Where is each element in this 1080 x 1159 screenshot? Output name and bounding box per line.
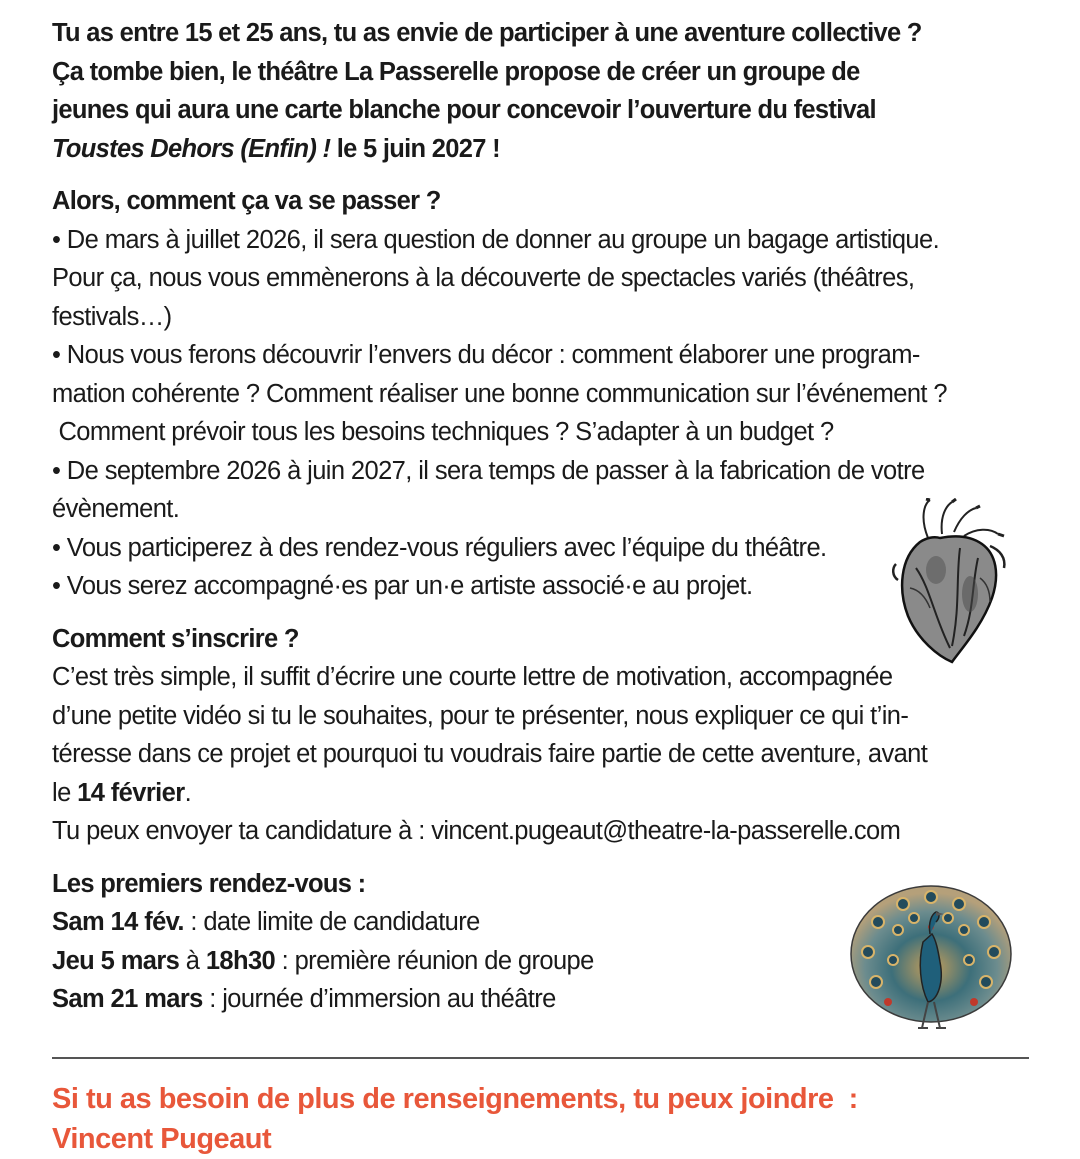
schedule-connector: à [179, 946, 206, 975]
process-line: évènement. [52, 495, 180, 523]
schedule-date: Sam 21 mars [52, 985, 203, 1013]
contact-block [52, 1079, 1037, 1159]
process-line: • Vous serez accompagné·es par un·e artiste associé·e au projet. [52, 572, 753, 600]
schedule-text: : date limite de candidature [183, 908, 480, 936]
signup-line: téresse dans ce projet et pourquoi tu voudrais faire partie de cette aventure, avant [52, 740, 928, 768]
signup-line: C’est très simple, il suffit d’écrire une courte lettre de motivation, accompagnée [52, 663, 893, 691]
anatomical-heart-icon [890, 498, 1010, 664]
process-line: Pour ça, nous vous emmènerons à la découverte de spectacles variés (théâtres, [52, 264, 915, 292]
signup-paragraph [52, 658, 1037, 851]
schedule-time: 18h30 [205, 946, 276, 975]
schedule-text: : journée d’immersion au théâtre [202, 985, 556, 1013]
send-prefix: Tu peux envoyer ta candidature à : [52, 817, 432, 845]
contact-line: Si tu as besoin de plus de renseignements, tu peux joindre : [52, 1083, 858, 1115]
festival-name: Toustes Dehors (Enfin) ! [52, 134, 331, 163]
intro-line: jeunes qui aura une carte blanche pour concevoir l’ouverture du festival [52, 96, 876, 124]
peacock-icon [848, 882, 1014, 1038]
signup-line: d’une petite vidéo si tu le souhaites, pour te présenter, nous expliquer ce qui t’in- [52, 701, 909, 730]
signup-line [52, 812, 1037, 851]
schedule-heading: Les premiers rendez-vous : [52, 869, 366, 898]
process-line: • Nous vous ferons découvrir l’envers du décor : comment élaborer une program- [52, 341, 920, 369]
schedule-text: : première réunion de groupe [275, 946, 594, 975]
email-address: vincent.pugeaut@theatre-la-passerelle.com [431, 817, 901, 845]
intro-line: Ça tombe bien, le théâtre La Passerelle propose de créer un groupe de [52, 57, 860, 86]
process-line: • De mars à juillet 2026, il sera question de donner au groupe un bagage artistique. [52, 225, 940, 254]
process-line: • Vous participerez à des rendez-vous réguliers avec l’équipe du théâtre. [52, 533, 827, 562]
intro-line [52, 130, 1037, 169]
process-line: • De septembre 2026 à juin 2027, il sera temps de passer à la fabrication de votre [52, 456, 925, 485]
process-heading: Alors, comment ça va se passer ? [52, 187, 441, 215]
process-line: Comment prévoir tous les besoins techniques ? S’adapter à un budget ? [52, 418, 834, 446]
deadline-suffix: . [184, 778, 192, 807]
signup-line [52, 774, 1037, 813]
signup-heading: Comment s’inscrire ? [52, 624, 299, 653]
intro-paragraph [52, 14, 1037, 168]
contact-name: Vincent Pugeaut [52, 1123, 272, 1155]
section-divider [52, 1057, 1029, 1059]
schedule-date: Jeu 5 mars [52, 946, 180, 975]
process-line: festivals…) [52, 302, 172, 331]
process-line: mation cohérente ? Comment réaliser une bonne communication sur l’événement ? [52, 379, 947, 408]
schedule-date: Sam 14 fév. [52, 908, 184, 936]
deadline-date: 14 février [77, 778, 185, 807]
intro-line: Tu as entre 15 et 25 ans, tu as envie de participer à une aventure collective ? [52, 19, 922, 47]
deadline-prefix: le [52, 778, 78, 807]
festival-date: le 5 juin 2027 ! [330, 134, 500, 163]
